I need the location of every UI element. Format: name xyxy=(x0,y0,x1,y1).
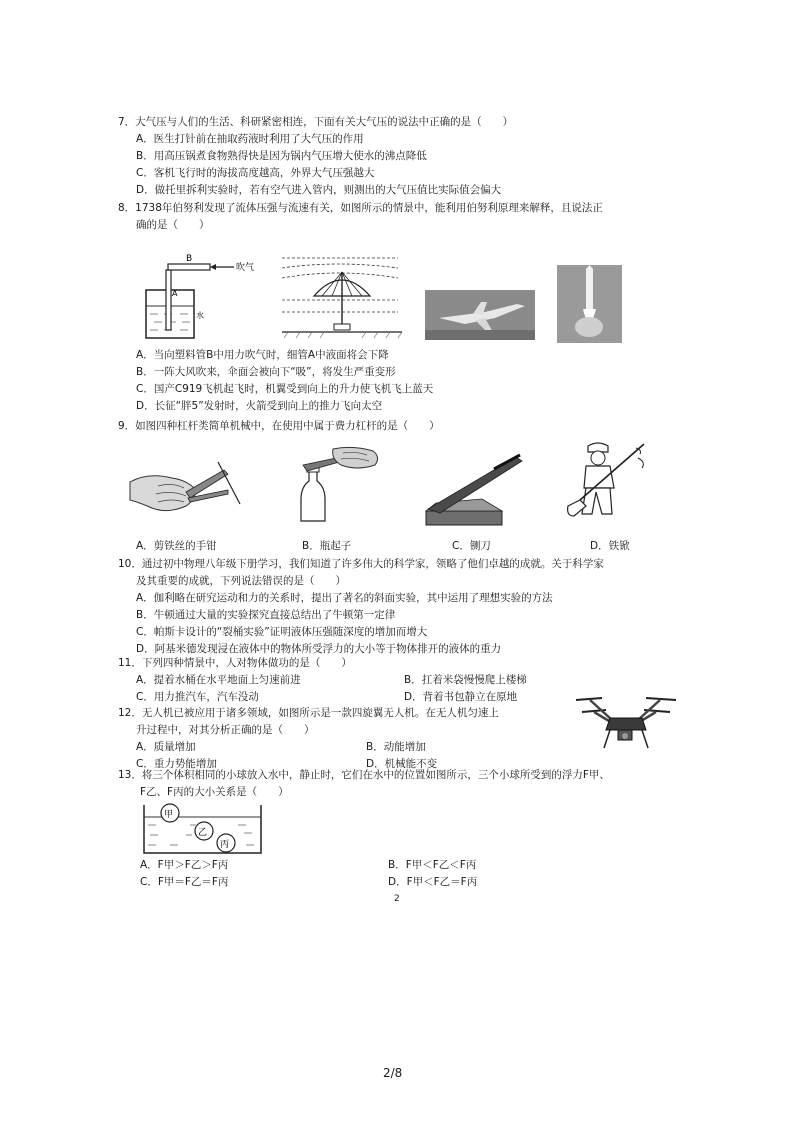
question-8-stem-line2: 确的是（ ） xyxy=(136,219,210,231)
question-10-stem-line2: 及其重要的成就，下列说法错误的是（ ） xyxy=(136,575,346,587)
question-9-stem: 9．如图四种杠杆类简单机械中，在使用中属于费力杠杆的是（ ） xyxy=(118,420,440,432)
page-number: 2 xyxy=(394,894,400,904)
label-b: B xyxy=(186,254,193,264)
figure-8-airplane-photo xyxy=(425,290,535,340)
caption-9b: B．瓶起子 xyxy=(302,540,352,552)
figure-9d-shovel-worker xyxy=(558,440,658,520)
caption-9a: A．剪铁丝的手钳 xyxy=(136,540,217,552)
caption-9d: D．铁锨 xyxy=(590,540,630,552)
question-11-stem: 11．下列四种情景中，人对物体做功的是（ ） xyxy=(118,657,352,669)
question-9 xyxy=(118,418,688,435)
option-8b: B．一阵大风吹来，伞面会被向下“吸”，将发生严重变形 xyxy=(136,366,396,378)
option-10c: C．帕斯卡设计的“裂桶实验”证明液体压强随深度的增加而增大 xyxy=(136,626,428,638)
figure-13-balls-in-water xyxy=(140,803,265,855)
figure-9a-pliers xyxy=(128,452,248,522)
question-13-stem-line2: F乙、F丙的大小关系是（ ） xyxy=(140,786,289,798)
option-7c: C．客机飞行时的海拔高度越高，外界大气压强越大 xyxy=(136,167,375,179)
question-9-captions xyxy=(0,538,794,556)
figure-9c-guillotine xyxy=(424,453,524,528)
figure-9b-bottle-opener xyxy=(283,445,383,523)
question-8 xyxy=(118,200,688,234)
ball-label-jia: 甲 xyxy=(164,810,174,820)
option-13a: A．F甲＞F乙＞F丙 xyxy=(140,859,229,871)
option-11b: B．扛着米袋慢慢爬上楼梯 xyxy=(404,674,527,686)
figure-8-rocket-photo xyxy=(557,265,622,343)
question-13-stem-line1: 13．将三个体积相同的小球放入水中，静止时，它们在水中的位置如图所示，三个小球所受到的浮力F甲、 xyxy=(118,769,610,781)
question-12-stem-line2: 升过程中，对其分析正确的是（ ） xyxy=(136,724,315,736)
ball-label-bing: 丙 xyxy=(220,840,230,850)
option-12b: B．动能增加 xyxy=(366,741,426,753)
question-7 xyxy=(118,114,688,199)
option-11a: A．提着水桶在水平地面上匀速前进 xyxy=(136,674,301,686)
ball-label-yi: 乙 xyxy=(198,828,208,838)
option-13d: D．F甲＜F乙＝F丙 xyxy=(388,876,478,888)
option-7d: D．做托里拆利实验时，若有空气进入管内，则测出的大气压值比实际值会偏大 xyxy=(136,184,502,196)
figure-8-beaker xyxy=(138,252,258,342)
option-13c: C．F甲＝F乙＝F丙 xyxy=(140,876,229,888)
figure-12-drone xyxy=(572,690,682,760)
question-8-options xyxy=(118,347,688,415)
page-count: 2/8 xyxy=(383,1066,403,1080)
option-12a: A．质量增加 xyxy=(136,741,196,753)
option-10a: A．伽利略在研究运动和力的关系时，提出了著名的斜面实验，其中运用了理想实验的方法 xyxy=(136,592,553,604)
question-10-stem-line1: 10．通过初中物理八年级下册学习，我们知道了许多伟大的科学家，领略了他们卓越的成就。关于科学家 xyxy=(118,558,604,570)
question-10 xyxy=(118,556,688,658)
question-12-stem-line1: 12．无人机已被应用于诸多领域，如图所示是一款四旋翼无人机。在无人机匀速上 xyxy=(118,707,499,719)
question-13 xyxy=(118,767,698,801)
option-8a: A．当向塑料管B中用力吹气时，细管A中液面将会下降 xyxy=(136,349,389,361)
label-water: 水 xyxy=(196,311,204,320)
label-blow: 吹气 xyxy=(236,263,255,273)
option-8d: D．长征“胖5”发射时，火箭受到向上的推力飞向太空 xyxy=(136,400,383,412)
option-8c: C．国产C919飞机起飞时，机翼受到向上的升力使飞机飞上蓝天 xyxy=(136,383,434,395)
option-7a: A．医生打针前在抽取药液时利用了大气压的作用 xyxy=(136,133,364,145)
option-11c: C．用力推汽车，汽车没动 xyxy=(136,691,259,703)
option-7b: B．用高压锅煮食物熟得快是因为锅内气压增大使水的沸点降低 xyxy=(136,150,427,162)
option-12c: C．重力势能增加 xyxy=(136,758,217,770)
figure-8-umbrella xyxy=(278,250,408,340)
caption-9c: C．铡刀 xyxy=(452,540,491,552)
question-13-options xyxy=(0,857,794,893)
option-10d: D．阿基米德发现浸在液体中的物体所受浮力的大小等于物体排开的液体的重力 xyxy=(136,643,502,655)
option-11d: D．背着书包静立在原地 xyxy=(404,691,518,703)
label-a: A xyxy=(172,289,178,298)
option-10b: B．牛顿通过大量的实验探究直接总结出了牛顿第一定律 xyxy=(136,609,396,621)
option-12d: D．机械能不变 xyxy=(366,758,438,770)
question-8-stem-line1: 8．1738年伯努利发现了流体压强与流速有关，如图所示的情景中，能利用伯努利原理来解释，且说法正 xyxy=(118,202,603,214)
question-12 xyxy=(118,705,578,773)
option-13b: B．F甲＜F乙＜F丙 xyxy=(388,859,477,871)
question-7-stem: 7．大气压与人们的生活、科研紧密相连，下面有关大气压的说法中正确的是（ ） xyxy=(118,116,514,128)
